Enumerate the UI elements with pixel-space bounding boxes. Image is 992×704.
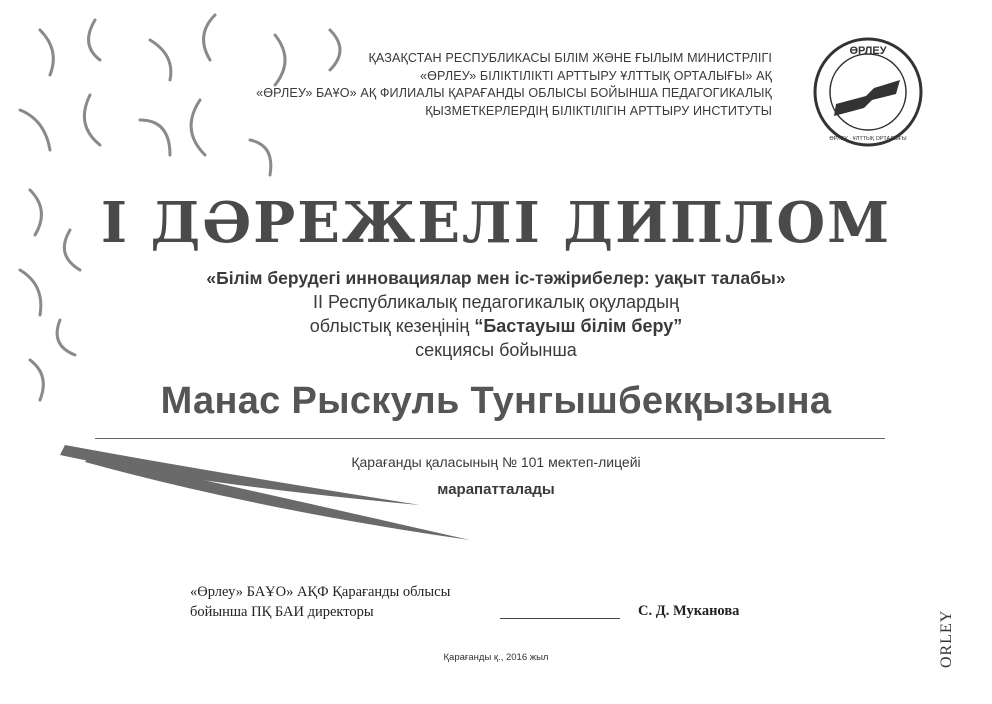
swirl-stroke <box>84 95 100 145</box>
event-line: секциясы бойынша <box>415 340 577 360</box>
logo-name-text: ӨРЛЕУ <box>849 45 887 57</box>
diploma-title: I ДӘРЕЖЕЛІ ДИПЛОМ <box>100 190 892 256</box>
signer-name: С. Д. Муканова <box>638 603 740 619</box>
brand-mark: ORLEY <box>938 609 955 668</box>
swirl-stroke <box>40 30 53 75</box>
logo-ring-text: ӨРЛЕУ · ҰЛТТЫҚ ОРТАЛЫҒЫ <box>829 136 907 142</box>
award-text: марапатталады <box>437 481 555 498</box>
event-section-line <box>0 316 992 337</box>
signer-position-line: «Өрлеу» БАҰО» АҚФ Қарағанды облысы <box>190 584 451 600</box>
orleu-logo <box>812 36 924 148</box>
header-line: «ӨРЛЕУ» БАҰО» АҚ ФИЛИАЛЫ ҚАРАҒАНДЫ ОБЛЫСЫ БОЙЫНША ПЕДАГОГИКАЛЫҚ <box>256 86 772 100</box>
recipient-school: Қарағанды қаласының № 101 мектеп-лицейі <box>351 454 641 470</box>
section-name: “Бастауыш білім беру” <box>474 316 683 336</box>
swirl-stroke <box>150 40 171 80</box>
swirl-stroke <box>250 140 271 175</box>
header-line: «ӨРЛЕУ» БІЛІКТІЛІКТІ АРТТЫРУ ҰЛТТЫҚ ОРТАЛЫҒЫ» АҚ <box>420 68 772 83</box>
recipient-name: Манас Рыскуль Тунгышбекқызына <box>160 380 832 422</box>
issuer-header <box>180 50 772 120</box>
swirl-stroke <box>20 110 50 150</box>
signer-position-line: бойынша ПҚ БАИ директоры <box>190 604 374 620</box>
signature-line <box>500 618 620 619</box>
divider-rule <box>95 438 885 439</box>
event-line: II Республикалық педагогикалық оқулардың <box>312 292 680 312</box>
event-stage-text: облыстық кезеңінің <box>309 316 475 336</box>
swirl-stroke <box>140 120 170 155</box>
header-line: ҚАЗАҚСТАН РЕСПУБЛИКАСЫ БІЛІМ ЖӘНЕ ҒЫЛЫМ МИНИСТРЛІГІ <box>368 51 772 65</box>
header-line: ҚЫЗМЕТКЕРЛЕРДІҢ БІЛІКТІЛІГІН АРТТЫРУ ИНСТИТУТЫ <box>425 103 772 118</box>
event-topic: «Білім берудегі инновациялар мен іс-тәжірибелер: уақыт талабы» <box>206 268 786 288</box>
city-year: Қарағанды қ., 2016 жыл <box>443 652 549 663</box>
swirl-stroke <box>89 20 100 60</box>
logo-emblem <box>834 80 900 116</box>
